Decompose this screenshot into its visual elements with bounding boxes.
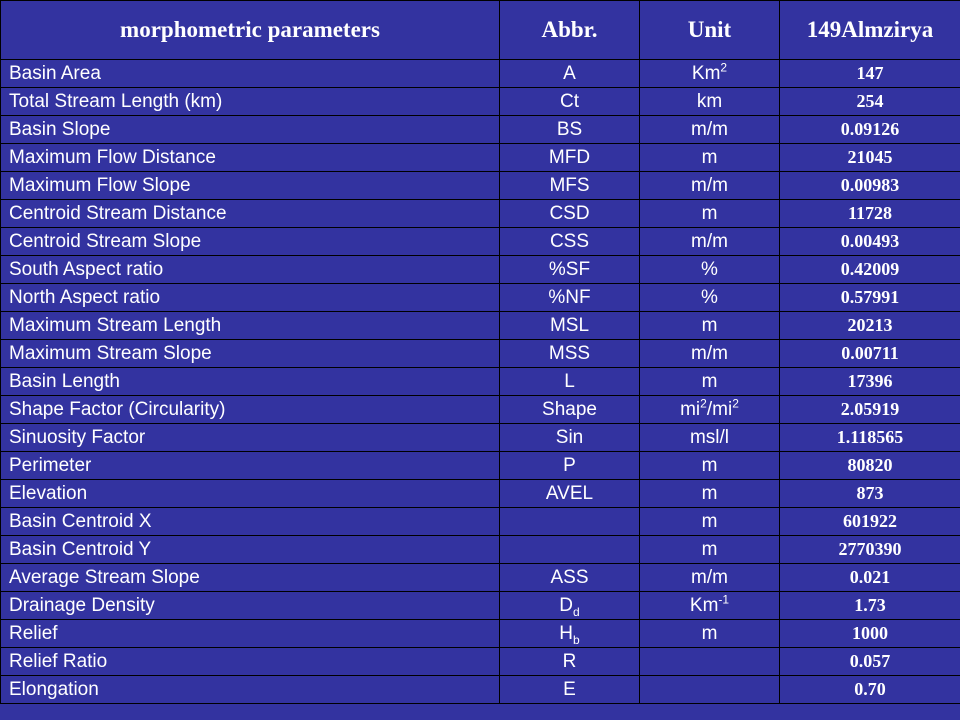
abbr-cell (500, 60, 640, 88)
abbr-cell (500, 368, 640, 396)
unit-label: m/m (691, 174, 728, 196)
abbr-cell (500, 144, 640, 172)
abbr-label: CSS (549, 230, 590, 252)
param-label: Perimeter (9, 454, 92, 476)
param-cell (1, 340, 500, 368)
value-cell (780, 172, 960, 200)
unit-label: msl/l (689, 426, 730, 448)
value-label: 873 (856, 483, 884, 503)
table-row (1, 144, 960, 172)
value-cell (780, 676, 960, 704)
value-cell (780, 60, 960, 88)
unit-label: m/m (691, 230, 728, 252)
table-row (1, 480, 960, 508)
table-body (1, 60, 960, 704)
param-label: Basin Length (9, 370, 120, 392)
abbr-cell (500, 564, 640, 592)
value-cell (780, 452, 960, 480)
abbr-cell (500, 424, 640, 452)
unit-cell (640, 116, 780, 144)
abbr-label: BS (556, 118, 583, 140)
value-label: 2.05919 (840, 399, 900, 419)
table-row (1, 676, 960, 704)
param-cell (1, 60, 500, 88)
unit-superscript: 2 (720, 60, 728, 75)
param-cell (1, 676, 500, 704)
value-cell (780, 312, 960, 340)
unit-cell (640, 564, 780, 592)
table-row (1, 256, 960, 284)
value-label: 17396 (847, 371, 893, 391)
param-label: Elevation (9, 482, 88, 504)
unit-cell (640, 284, 780, 312)
param-label: Basin Area (9, 62, 101, 84)
param-cell (1, 620, 500, 648)
param-cell (1, 564, 500, 592)
value-label: 0.09126 (840, 119, 900, 139)
param-cell (1, 172, 500, 200)
unit-label: m (701, 454, 718, 476)
abbr-cell (500, 284, 640, 312)
param-label: Basin Slope (9, 118, 111, 140)
table-row (1, 508, 960, 536)
value-label: 254 (856, 91, 884, 111)
unit-cell (640, 368, 780, 396)
abbr-label: Sin (555, 426, 584, 448)
unit-cell (640, 592, 780, 620)
value-label: 0.42009 (840, 259, 900, 279)
table-row (1, 116, 960, 144)
table-row (1, 60, 960, 88)
param-cell (1, 480, 500, 508)
param-label: North Aspect ratio (9, 286, 161, 308)
unit-label: % (701, 286, 718, 308)
abbr-cell (500, 340, 640, 368)
unit-superscript: 2 (700, 396, 707, 411)
abbr-label: ASS (550, 566, 589, 588)
value-cell (780, 340, 960, 368)
param-cell (1, 396, 500, 424)
value-label: 1.118565 (836, 427, 904, 447)
abbr-cell (500, 536, 640, 564)
table-row (1, 648, 960, 676)
param-cell (1, 256, 500, 284)
unit-label: m (701, 510, 718, 532)
value-cell (780, 564, 960, 592)
unit-label: km (696, 90, 723, 112)
abbr-label: D (559, 594, 574, 616)
header-unit: Unit (640, 1, 780, 60)
abbr-label: E (563, 678, 576, 700)
param-label: Maximum Stream Slope (9, 342, 212, 364)
value-cell (780, 256, 960, 284)
value-label: 1.73 (854, 595, 886, 615)
table-row (1, 340, 960, 368)
param-cell (1, 648, 500, 676)
param-label: Maximum Flow Distance (9, 146, 216, 168)
unit-label: m (701, 146, 718, 168)
table-row (1, 396, 960, 424)
param-label: Relief (9, 622, 58, 644)
param-label: Centroid Stream Slope (9, 230, 202, 252)
abbr-cell (500, 508, 640, 536)
unit-label: m (701, 202, 718, 224)
param-cell (1, 284, 500, 312)
value-label: 21045 (847, 147, 893, 167)
value-cell (780, 228, 960, 256)
header-param: morphometric parameters (1, 1, 500, 60)
unit-label: Km (691, 62, 721, 84)
param-label: Sinuosity Factor (9, 426, 146, 448)
unit-cell (640, 648, 780, 676)
value-label: 0.057 (849, 651, 891, 671)
header-value: 149Almzirya (780, 1, 960, 60)
abbr-label: MFD (548, 146, 591, 168)
unit-cell (640, 256, 780, 284)
param-cell (1, 592, 500, 620)
table-row (1, 592, 960, 620)
value-label: 0.00493 (840, 231, 900, 251)
value-label: 0.70 (854, 679, 886, 699)
unit-cell (640, 228, 780, 256)
abbr-label: R (562, 650, 577, 672)
table-row (1, 452, 960, 480)
param-label: Total Stream Length (km) (9, 90, 223, 112)
value-cell (780, 88, 960, 116)
unit-cell (640, 88, 780, 116)
value-cell (780, 396, 960, 424)
value-label: 2770390 (838, 539, 902, 559)
abbr-cell (500, 396, 640, 424)
unit-cell (640, 452, 780, 480)
value-cell (780, 620, 960, 648)
unit-cell (640, 172, 780, 200)
abbr-label: %SF (548, 258, 591, 280)
param-cell (1, 200, 500, 228)
abbr-label: Shape (542, 398, 597, 420)
value-cell (780, 536, 960, 564)
abbr-cell (500, 592, 640, 620)
value-label: 11728 (847, 203, 892, 223)
param-label: South Aspect ratio (9, 258, 164, 280)
abbr-cell (500, 648, 640, 676)
unit-label: m (701, 538, 718, 560)
unit-label: m (701, 314, 718, 336)
unit-label-mid: /mi (706, 398, 733, 420)
table-row (1, 564, 960, 592)
param-label: Relief Ratio (9, 650, 108, 672)
header-abbr: Abbr. (500, 1, 640, 60)
param-cell (1, 536, 500, 564)
param-cell (1, 368, 500, 396)
param-label: Elongation (9, 678, 99, 700)
unit-label: m/m (691, 342, 728, 364)
table-row (1, 284, 960, 312)
param-cell (1, 508, 500, 536)
unit-cell (640, 312, 780, 340)
table-row (1, 228, 960, 256)
param-cell (1, 452, 500, 480)
param-label: Maximum Flow Slope (9, 174, 191, 196)
unit-label: m (701, 370, 718, 392)
header-row (1, 1, 960, 60)
param-label: Centroid Stream Distance (9, 202, 227, 224)
param-cell (1, 228, 500, 256)
param-label: Basin Centroid X (9, 510, 152, 532)
abbr-label: AVEL (545, 482, 594, 504)
unit-cell (640, 144, 780, 172)
table-row (1, 312, 960, 340)
abbr-subscript: b (573, 632, 580, 647)
value-label: 80820 (847, 455, 893, 475)
value-cell (780, 480, 960, 508)
unit-cell (640, 340, 780, 368)
abbr-label: L (564, 370, 575, 392)
param-cell (1, 116, 500, 144)
unit-superscript: -1 (718, 592, 730, 607)
table-row (1, 88, 960, 116)
param-label: Shape Factor (Circularity) (9, 398, 226, 420)
value-label: 601922 (843, 511, 897, 531)
param-cell (1, 144, 500, 172)
table-row (1, 620, 960, 648)
unit-label: % (701, 258, 718, 280)
abbr-cell (500, 620, 640, 648)
abbr-label: Ct (560, 90, 579, 112)
abbr-label: A (563, 62, 576, 84)
value-cell (780, 144, 960, 172)
abbr-cell (500, 256, 640, 284)
abbr-cell (500, 116, 640, 144)
table-row (1, 536, 960, 564)
unit-cell (640, 60, 780, 88)
value-cell (780, 200, 960, 228)
unit-cell (640, 480, 780, 508)
param-label: Basin Centroid Y (9, 538, 152, 560)
unit-cell (640, 508, 780, 536)
abbr-cell (500, 88, 640, 116)
abbr-cell (500, 480, 640, 508)
unit-label: m/m (691, 118, 728, 140)
unit-label: Km (689, 594, 719, 616)
abbr-cell (500, 312, 640, 340)
table-row (1, 424, 960, 452)
unit-cell (640, 200, 780, 228)
abbr-label: %NF (548, 286, 591, 308)
param-label: Drainage Density (9, 594, 155, 616)
unit-cell (640, 620, 780, 648)
abbr-subscript: d (573, 604, 580, 619)
value-cell (780, 368, 960, 396)
abbr-cell (500, 172, 640, 200)
table-row (1, 172, 960, 200)
value-cell (780, 116, 960, 144)
value-cell (780, 592, 960, 620)
value-cell (780, 648, 960, 676)
value-label: 0.57991 (840, 287, 900, 307)
unit-cell (640, 536, 780, 564)
unit-cell (640, 676, 780, 704)
abbr-cell (500, 676, 640, 704)
param-cell (1, 424, 500, 452)
value-label: 0.00711 (841, 343, 899, 363)
abbr-label: MFS (549, 174, 590, 196)
param-cell (1, 88, 500, 116)
unit-cell (640, 424, 780, 452)
unit-label: m (701, 622, 718, 644)
value-label: 0.021 (849, 567, 891, 587)
abbr-label: P (563, 454, 576, 476)
abbr-cell (500, 452, 640, 480)
value-cell (780, 508, 960, 536)
value-label: 147 (856, 63, 884, 83)
unit-label: mi (680, 398, 701, 420)
abbr-label: MSL (549, 314, 590, 336)
abbr-label: MSS (548, 342, 591, 364)
abbr-label: H (559, 622, 574, 644)
abbr-cell (500, 228, 640, 256)
abbr-cell (500, 200, 640, 228)
value-label: 20213 (847, 315, 893, 335)
param-label: Maximum Stream Length (9, 314, 222, 336)
unit-label: m (701, 482, 718, 504)
table-row (1, 368, 960, 396)
unit-superscript: 2 (732, 396, 739, 411)
value-label: 1000 (852, 623, 888, 643)
value-cell (780, 284, 960, 312)
value-label: 0.00983 (840, 175, 900, 195)
abbr-label: CSD (549, 202, 590, 224)
param-label: Average Stream Slope (9, 566, 200, 588)
param-cell (1, 312, 500, 340)
unit-label: m/m (691, 566, 728, 588)
unit-cell (640, 396, 780, 424)
value-cell (780, 424, 960, 452)
table-row (1, 200, 960, 228)
